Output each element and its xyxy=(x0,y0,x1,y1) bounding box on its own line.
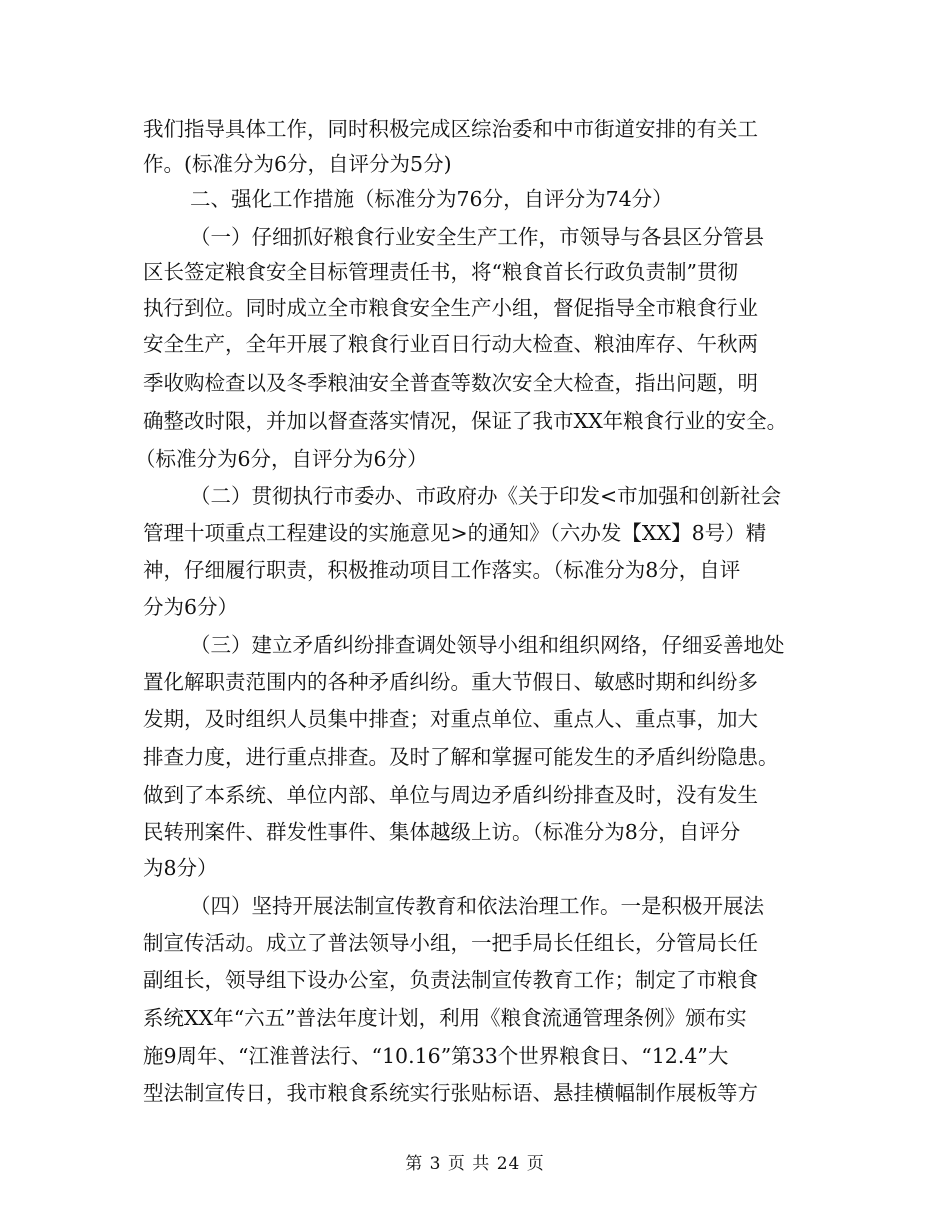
body-line: 我们指导具体工作，同时积极完成区综治委和中市街道安排的有关工 xyxy=(143,117,758,141)
body-line: 季收购检查以及冬季粮油安全普查等数次安全大检查，指出问题，明 xyxy=(143,371,758,395)
body-line: 分为6分） xyxy=(143,595,239,619)
body-line: （标准分为6分，自评分为6分） xyxy=(135,447,428,471)
body-line: 民转刑案件、群发性事件、集体越级上访。（标准分为8分，自评分 xyxy=(143,820,741,844)
body-line: 区长签定粮食安全目标管理责任书，将“粮食首长行政负责制”贯彻 xyxy=(143,260,738,284)
body-line: 发期，及时组织人员集中排查；对重点单位、重点人、重点事，加大 xyxy=(143,707,758,731)
body-line: 执行到位。同时成立全市粮食安全生产小组，督促指导全市粮食行业 xyxy=(143,296,758,320)
section-heading: 二、强化工作措施（标准分为76分，自评分为74分） xyxy=(190,187,673,211)
body-line: 系统XX年“六五”普法年度计划，利用《粮食流通管理条例》颁布实 xyxy=(143,1006,747,1030)
body-line: 施9周年、“江淮普法行、“10.16”第33个世界粮食日、“12.4”大 xyxy=(143,1044,729,1068)
body-line: 安全生产，全年开展了粮食行业百日行动大检查、粮油库存、午秋两 xyxy=(143,332,758,356)
body-line: （二）贯彻执行市委办、市政府办《关于印发<市加强和创新社会 xyxy=(190,484,782,508)
body-line: 副组长，领导组下设办公室，负责法制宣传教育工作；制定了市粮食 xyxy=(143,968,758,992)
body-line: 排查力度，进行重点排查。及时了解和掌握可能发生的矛盾纠纷隐患。 xyxy=(143,745,779,769)
body-line: 作。(标准分为6分，自评分为5分) xyxy=(143,152,452,176)
body-line: 神，仔细履行职责，积极推动项目工作落实。（标准分为8分，自评 xyxy=(143,558,741,582)
body-line: 管理十项重点工程建设的实施意见>的通知》（六办发【XX】8号）精 xyxy=(143,521,767,545)
body-line: 为8分） xyxy=(143,856,218,880)
body-line: （三）建立矛盾纠纷排查调处领导小组和组织网络，仔细妥善地处 xyxy=(190,633,785,657)
body-line: （一）仔细抓好粮食行业安全生产工作，市领导与各县区分管县 xyxy=(190,225,764,249)
page-number-footer: 第 3 页 共 24 页 xyxy=(405,1154,545,1174)
body-line: 做到了本系统、单位内部、单位与周边矛盾纠纷排查及时，没有发生 xyxy=(143,783,758,807)
body-line: 置化解职责范围内的各种矛盾纠纷。重大节假日、敏感时期和纠纷多 xyxy=(143,670,758,694)
body-line: （四）坚持开展法制宣传教育和依法治理工作。一是积极开展法 xyxy=(190,894,764,918)
body-line: 型法制宣传日，我市粮食系统实行张贴标语、悬挂横幅制作展板等方 xyxy=(143,1081,758,1105)
body-line: 确整改时限，并加以督查落实情况，保证了我市XX年粮食行业的安全。 xyxy=(143,409,788,433)
body-line: 制宣传活动。成立了普法领导小组，一把手局长任组长，分管局长任 xyxy=(143,931,758,955)
